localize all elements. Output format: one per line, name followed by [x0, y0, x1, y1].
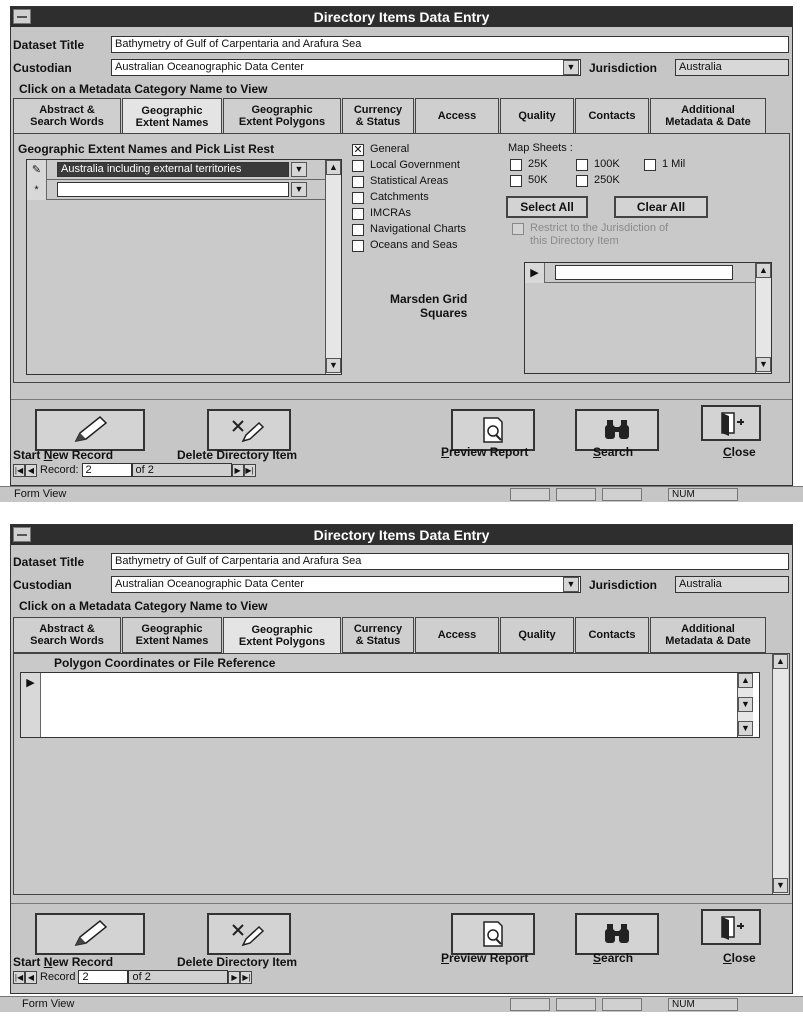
start-new-record-button[interactable]	[35, 409, 145, 451]
extent-names-header: Geographic Extent Names and Pick List Rest	[18, 142, 275, 156]
category-tabs	[13, 98, 790, 134]
record-number-field[interactable]: 2	[82, 463, 132, 477]
custodian-field[interactable]: Australian Oceanographic Data Center	[111, 59, 581, 76]
marsden-scrollbar[interactable]	[755, 263, 771, 373]
new-row-indicator[interactable]: *	[27, 180, 47, 200]
new-extent-name-field[interactable]	[57, 182, 289, 197]
checkbox-oceans-seas-label: Oceans and Seas	[370, 239, 458, 251]
start-new-record-caption: Start New Record	[13, 448, 114, 462]
checkbox-restrict-jurisdiction[interactable]	[512, 223, 524, 235]
polygon-scrollbar[interactable]	[737, 673, 753, 737]
checkbox-100k-label: 100K	[594, 158, 620, 170]
title-bar	[11, 525, 792, 545]
polygon-coordinates-field[interactable]	[43, 675, 723, 735]
checkbox-50k-label: 50K	[528, 174, 548, 186]
tab-abstract[interactable]: Abstract & Search Words	[13, 617, 121, 653]
marsden-row[interactable]	[525, 263, 771, 283]
marsden-subform[interactable]	[524, 262, 772, 374]
marsden-scroll-down-icon[interactable]: ▼	[756, 357, 771, 372]
tab-extent-polygons[interactable]: Geographic Extent Polygons	[223, 98, 341, 134]
extent-name-field[interactable]: Australia including external territories	[57, 162, 289, 177]
exit-door-icon	[716, 410, 746, 436]
status-num: NUM	[668, 998, 738, 1011]
delete-directory-item-caption: Delete Directory Item	[177, 955, 298, 969]
extent-names-scrollbar[interactable]	[325, 160, 341, 374]
extent-name-row[interactable]	[27, 160, 341, 180]
dataset-title-field[interactable]: Bathymetry of Gulf of Carpentaria and Arafura Sea	[111, 36, 789, 53]
checkbox-local-government-label: Local Government	[370, 159, 460, 171]
first-record-icon[interactable]: |◀	[14, 465, 24, 475]
custodian-dropdown-icon[interactable]: ▼	[563, 577, 579, 592]
custodian-dropdown-icon[interactable]: ▼	[563, 60, 579, 75]
window-extent-names	[10, 6, 793, 486]
search-caption: Search	[593, 951, 634, 965]
tab-quality[interactable]: Quality	[500, 98, 574, 134]
window-extent-polygons	[10, 524, 793, 994]
delete-pencil-icon	[229, 415, 269, 445]
record-label: Record	[40, 971, 76, 983]
tab-extent-names[interactable]: Geographic Extent Names	[122, 617, 222, 653]
record-navigator	[13, 463, 256, 477]
category-prompt: Click on a Metadata Category Name to View	[19, 82, 268, 96]
custodian-label: Custodian	[13, 61, 72, 75]
system-menu-button[interactable]	[13, 527, 31, 542]
delete-pencil-icon	[229, 919, 269, 949]
tab-currency-status[interactable]: Currency & Status	[342, 617, 414, 653]
tab-currency-status[interactable]: Currency & Status	[342, 98, 414, 134]
status-indicator-2	[556, 998, 596, 1011]
category-prompt: Click on a Metadata Category Name to View	[19, 599, 268, 613]
new-extent-dropdown-icon[interactable]: ▼	[291, 182, 307, 197]
tab-abstract[interactable]: Abstract & Search Words	[13, 98, 121, 134]
restrict-jurisdiction-label: Restrict to the Jurisdiction of this Directory Item	[530, 222, 669, 247]
checkbox-1mil[interactable]	[644, 159, 656, 171]
close-button[interactable]	[701, 405, 761, 441]
checkbox-50k[interactable]	[510, 175, 522, 187]
binoculars-icon	[602, 417, 632, 443]
next-record-icon[interactable]: ▶	[228, 971, 240, 984]
row-edit-indicator[interactable]: ✎	[27, 160, 47, 180]
polygon-row-indicator[interactable]: ▶	[21, 673, 41, 737]
dataset-title-field[interactable]: Bathymetry of Gulf of Carpentaria and Arafura Sea	[111, 553, 789, 570]
checkbox-100k[interactable]	[576, 159, 588, 171]
tab-contacts[interactable]: Contacts	[575, 617, 649, 653]
close-button[interactable]	[701, 909, 761, 945]
marsden-field[interactable]	[555, 265, 733, 280]
close-caption: Close	[723, 951, 756, 965]
record-label: Record:	[40, 464, 79, 476]
exit-door-icon	[716, 914, 746, 940]
record-count: of 2	[132, 463, 232, 477]
checkbox-local-government[interactable]	[352, 160, 364, 172]
delete-directory-item-button[interactable]	[207, 913, 291, 955]
close-caption: Close	[723, 445, 756, 459]
preview-report-caption: Preview Report	[441, 445, 529, 459]
tab-extent-polygons[interactable]: Geographic Extent Polygons	[223, 617, 341, 653]
divider	[11, 903, 792, 904]
category-tabs	[13, 617, 790, 653]
delete-directory-item-caption: Delete Directory Item	[177, 448, 298, 462]
extent-polygons-panel	[13, 653, 790, 895]
start-new-record-caption: Start New Record	[13, 955, 114, 969]
tab-access[interactable]: Access	[415, 617, 499, 653]
preview-report-icon	[478, 919, 508, 949]
divider	[11, 399, 792, 400]
record-navigator	[13, 970, 252, 984]
window-title: Directory Items Data Entry	[313, 527, 490, 543]
next-record-icon[interactable]: ▶	[232, 464, 244, 477]
checkbox-250k-label: 250K	[594, 174, 620, 186]
tab-extent-names[interactable]: Geographic Extent Names	[122, 98, 222, 134]
start-new-record-button[interactable]	[35, 913, 145, 955]
clear-all-button[interactable]: Clear All	[614, 196, 708, 218]
tab-access[interactable]: Access	[415, 98, 499, 134]
title-bar	[11, 7, 792, 27]
map-sheets-label: Map Sheets :	[508, 142, 573, 154]
panel-scrollbar[interactable]	[772, 654, 788, 894]
panel-scroll-down-icon[interactable]: ▼	[773, 878, 788, 893]
checkbox-statistical-areas[interactable]	[352, 176, 364, 188]
pencil-icon	[70, 919, 110, 949]
checkbox-general[interactable]: ✕	[353, 144, 363, 156]
polygon-header: Polygon Coordinates or File Reference	[54, 656, 276, 670]
checkbox-catchments[interactable]	[352, 192, 364, 204]
jurisdiction-label: Jurisdiction	[589, 61, 658, 75]
jurisdiction-field[interactable]: Australia	[675, 59, 789, 76]
search-button[interactable]	[575, 913, 659, 955]
dataset-title-label: Dataset Title	[13, 38, 85, 52]
checkbox-statistical-areas-label: Statistical Areas	[370, 175, 449, 187]
status-indicator-2	[556, 488, 596, 501]
checkbox-250k[interactable]	[576, 175, 588, 187]
checkbox-oceans-seas[interactable]	[352, 240, 364, 252]
first-record-icon[interactable]: |◀	[14, 972, 24, 982]
extent-names-subform[interactable]	[26, 159, 342, 375]
status-indicator-1	[510, 488, 550, 501]
custodian-field[interactable]: Australian Oceanographic Data Center	[111, 576, 581, 593]
checkbox-25k[interactable]	[510, 159, 522, 171]
checkbox-25k-label: 25K	[528, 158, 548, 170]
record-number-field[interactable]: 2	[78, 970, 128, 984]
panel-scroll-up-icon[interactable]: ▲	[773, 654, 788, 669]
status-indicator-1	[510, 998, 550, 1011]
extent-name-dropdown-icon[interactable]: ▼	[291, 162, 307, 177]
checkbox-catchments-label: Catchments	[370, 191, 429, 203]
marsden-row-indicator[interactable]: ▶	[525, 263, 545, 283]
checkbox-navigational-charts[interactable]	[352, 224, 364, 236]
polygon-subform[interactable]	[20, 672, 760, 738]
dataset-title-label: Dataset Title	[13, 555, 85, 569]
custodian-label: Custodian	[13, 578, 72, 592]
checkbox-general-label: General	[370, 143, 410, 155]
tab-additional-metadata[interactable]: Additional Metadata & Date	[650, 98, 766, 134]
delete-directory-item-button[interactable]	[207, 409, 291, 451]
checkbox-navigational-charts-label: Navigational Charts	[370, 223, 466, 235]
jurisdiction-label: Jurisdiction	[589, 578, 658, 592]
jurisdiction-field[interactable]: Australia	[675, 576, 789, 593]
status-form-view: Form View	[14, 488, 67, 500]
prev-record-icon[interactable]: ◀	[25, 464, 37, 477]
checkbox-imcras[interactable]	[352, 208, 364, 220]
polygon-scroll-up-icon[interactable]: ▲	[738, 673, 753, 688]
status-indicator-3	[602, 488, 642, 501]
system-menu-button[interactable]	[13, 9, 31, 24]
status-num: NUM	[668, 488, 738, 501]
prev-record-icon[interactable]: ◀	[25, 971, 37, 984]
status-indicator-3	[602, 998, 642, 1011]
search-caption: Search	[593, 445, 634, 459]
status-bar-1	[0, 486, 803, 502]
tab-contacts[interactable]: Contacts	[575, 98, 649, 134]
status-bar-2	[0, 996, 803, 1012]
record-count: of 2	[128, 970, 228, 984]
last-record-icon[interactable]: ▶|	[242, 972, 251, 982]
select-all-button[interactable]: Select All	[506, 196, 588, 218]
last-record-icon[interactable]: ▶|	[245, 465, 254, 475]
binoculars-icon	[602, 921, 632, 947]
window-title: Directory Items Data Entry	[313, 9, 490, 25]
preview-report-button[interactable]	[451, 913, 535, 955]
polygon-scroll-down-icon[interactable]: ▼	[738, 721, 753, 736]
scroll-down-icon[interactable]: ▼	[326, 358, 341, 373]
status-form-view: Form View	[22, 998, 75, 1010]
preview-report-caption: Preview Report	[441, 951, 529, 965]
pencil-icon	[70, 415, 110, 445]
scroll-up-icon[interactable]: ▲	[326, 160, 341, 175]
extent-names-panel	[13, 133, 790, 383]
tab-additional-metadata[interactable]: Additional Metadata & Date	[650, 617, 766, 653]
checkbox-1mil-label: 1 Mil	[662, 158, 686, 170]
polygon-scroll-mid-icon[interactable]: ▼	[738, 697, 753, 712]
marsden-scroll-up-icon[interactable]: ▲	[756, 263, 771, 278]
preview-report-icon	[478, 415, 508, 445]
new-extent-row[interactable]	[27, 180, 341, 200]
marsden-grid-label: Marsden Grid Squares	[390, 292, 468, 320]
tab-quality[interactable]: Quality	[500, 617, 574, 653]
checkbox-imcras-label: IMCRAs	[370, 207, 411, 219]
